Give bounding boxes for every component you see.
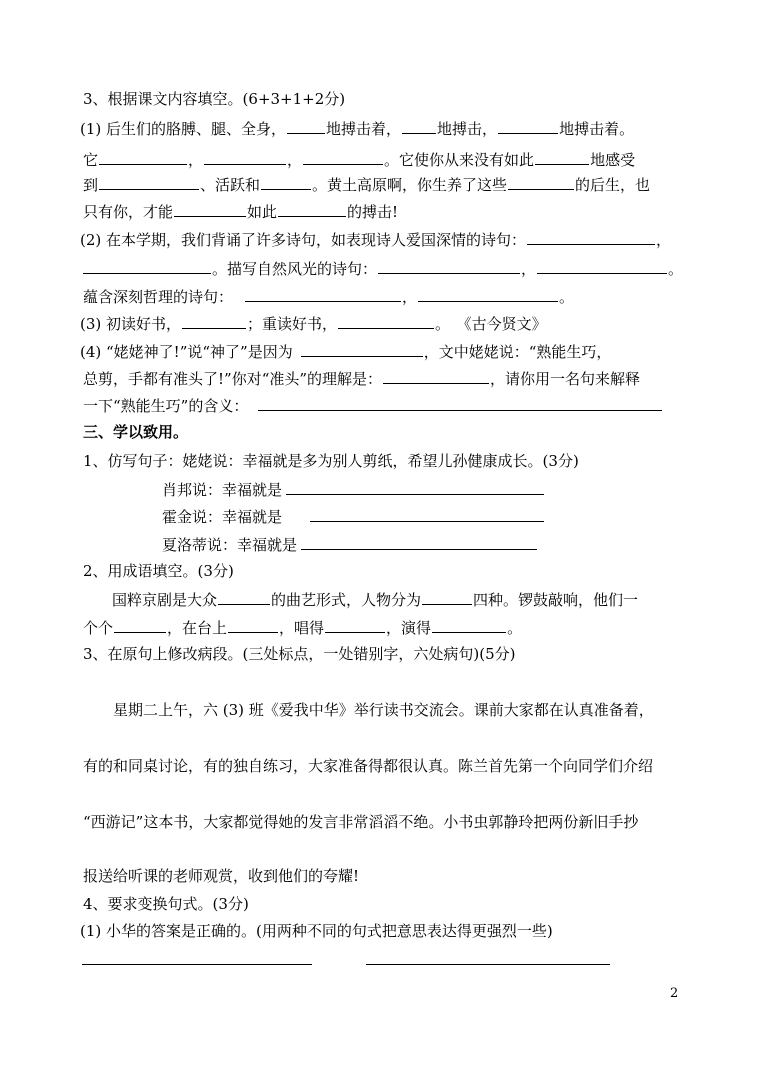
q3-title: 3、根据课文内容填空。(6+3+1+2分) bbox=[83, 90, 346, 108]
s3-q3-para2: 有的和同桌讨论，有的独自练习，大家准备得都很认真。陈兰首先第一个向同学们介绍 bbox=[83, 757, 654, 775]
blank[interactable] bbox=[287, 118, 325, 134]
blank[interactable] bbox=[261, 174, 311, 190]
q3-2-line2: 。描写自然风光的诗句： ， 。 bbox=[83, 258, 683, 279]
blank[interactable] bbox=[537, 258, 667, 274]
s3-q3-para1: 星期二上午，六 (3) 班《爱我中华》举行读书交流会。课前大家都在认真准备着， bbox=[113, 701, 654, 719]
blank[interactable] bbox=[303, 149, 383, 165]
s3-q1-title: 1、仿写句子：姥姥说：幸福就是多为别人剪纸，希望儿孙健康成长。(3分) bbox=[83, 452, 579, 470]
q3-2-line1: (2) 在本学期，我们背诵了许多诗句，如表现诗人爱国深情的诗句： ， bbox=[80, 231, 672, 249]
blank[interactable] bbox=[325, 617, 385, 633]
q3-3-line: (3) 初读好书， ；重读好书， 。 《古今贤文》 bbox=[80, 315, 547, 333]
blank[interactable] bbox=[218, 589, 270, 605]
blank[interactable] bbox=[174, 201, 246, 217]
q3-2-line3: 蕴含深刻哲理的诗句： ， 。 bbox=[83, 288, 575, 306]
blank[interactable] bbox=[204, 149, 286, 165]
blank[interactable] bbox=[99, 149, 187, 165]
blank[interactable] bbox=[535, 149, 589, 165]
blank[interactable] bbox=[286, 479, 544, 495]
blank[interactable] bbox=[508, 174, 574, 190]
section-heading: 三、学以致用。 bbox=[83, 423, 189, 441]
blank[interactable] bbox=[258, 395, 662, 411]
blank[interactable] bbox=[527, 229, 655, 245]
s3-q3-para4: 报送给听课的老师观赏，收到他们的夸耀! bbox=[83, 867, 360, 885]
blank[interactable] bbox=[418, 286, 558, 302]
s3-q2-line1: 国粹京剧是大众 的曲艺形式，人物分为 四种。锣鼓敲响，他们一 bbox=[112, 591, 639, 609]
blank[interactable] bbox=[278, 201, 346, 217]
q3-4-line1: (4) “姥姥神了!”说“神了”是因为 ，文中姥姥说：“熟能生巧， bbox=[80, 343, 612, 361]
answer-line-2[interactable] bbox=[366, 964, 610, 965]
s3-q3-title: 3、在原句上修改病段。(三处标点，一处错别字，六处病句)(5分) bbox=[83, 645, 516, 663]
page-number: 2 bbox=[670, 986, 679, 1001]
q3-1-line4: 只有你，才能 如此 的搏击! bbox=[83, 203, 399, 221]
q3-1-line3: 到 、活跃和 。黄土高原啊，你生养了这些 的后生，也 bbox=[83, 176, 651, 194]
blank[interactable] bbox=[422, 589, 472, 605]
blank[interactable] bbox=[301, 341, 423, 357]
s3-q1-p3: 夏洛蒂说：幸福就是 bbox=[162, 534, 538, 555]
answer-line-1[interactable] bbox=[82, 964, 312, 965]
s3-q4-title: 4、要求变换句式。(3分) bbox=[83, 895, 249, 913]
blank[interactable] bbox=[83, 258, 211, 274]
blank[interactable] bbox=[99, 174, 199, 190]
blank[interactable] bbox=[338, 313, 434, 329]
s3-q2-title: 2、用成语填空。(3分) bbox=[83, 562, 234, 580]
q3-4-line3: 一下“熟能生巧”的含义： bbox=[83, 395, 663, 416]
s3-q2-line2: 个个 ，在台上 ，唱得 ，演得 。 bbox=[83, 619, 523, 637]
blank[interactable] bbox=[301, 534, 537, 550]
blank[interactable] bbox=[114, 617, 166, 633]
blank[interactable] bbox=[402, 118, 436, 134]
blank[interactable] bbox=[498, 118, 558, 134]
q3-4-line2: 总剪，手都有准头了!”你对“准头”的理解是： ，请你用一名句来解释 bbox=[83, 370, 641, 388]
s3-q1-p1: 肖邦说：幸福就是 bbox=[162, 479, 545, 500]
s3-q3-para3: “西游记”这本书，大家都觉得她的发言非常滔滔不绝。小书虫郭静玲把两份新旧手抄 bbox=[83, 813, 639, 831]
blank[interactable] bbox=[182, 313, 246, 329]
q3-1-line1: (1) 后生们的胳膊、腿、全身， 地搏击着， 地搏击， 地搏击着。 bbox=[80, 120, 635, 138]
blank[interactable] bbox=[432, 617, 506, 633]
blank[interactable] bbox=[228, 617, 278, 633]
q3-1-line2: 它 ， ， 。它使你从来没有如此 地感受 bbox=[83, 151, 636, 169]
blank[interactable] bbox=[383, 368, 489, 384]
blank[interactable] bbox=[310, 506, 544, 522]
s3-q4-line1: (1) 小华的答案是正确的。(用两种不同的句式把意思表达得更强烈一些) bbox=[80, 922, 553, 940]
s3-q1-p2: 霍金说：幸福就是 bbox=[162, 506, 545, 527]
blank[interactable] bbox=[245, 286, 401, 302]
blank[interactable] bbox=[378, 258, 520, 274]
